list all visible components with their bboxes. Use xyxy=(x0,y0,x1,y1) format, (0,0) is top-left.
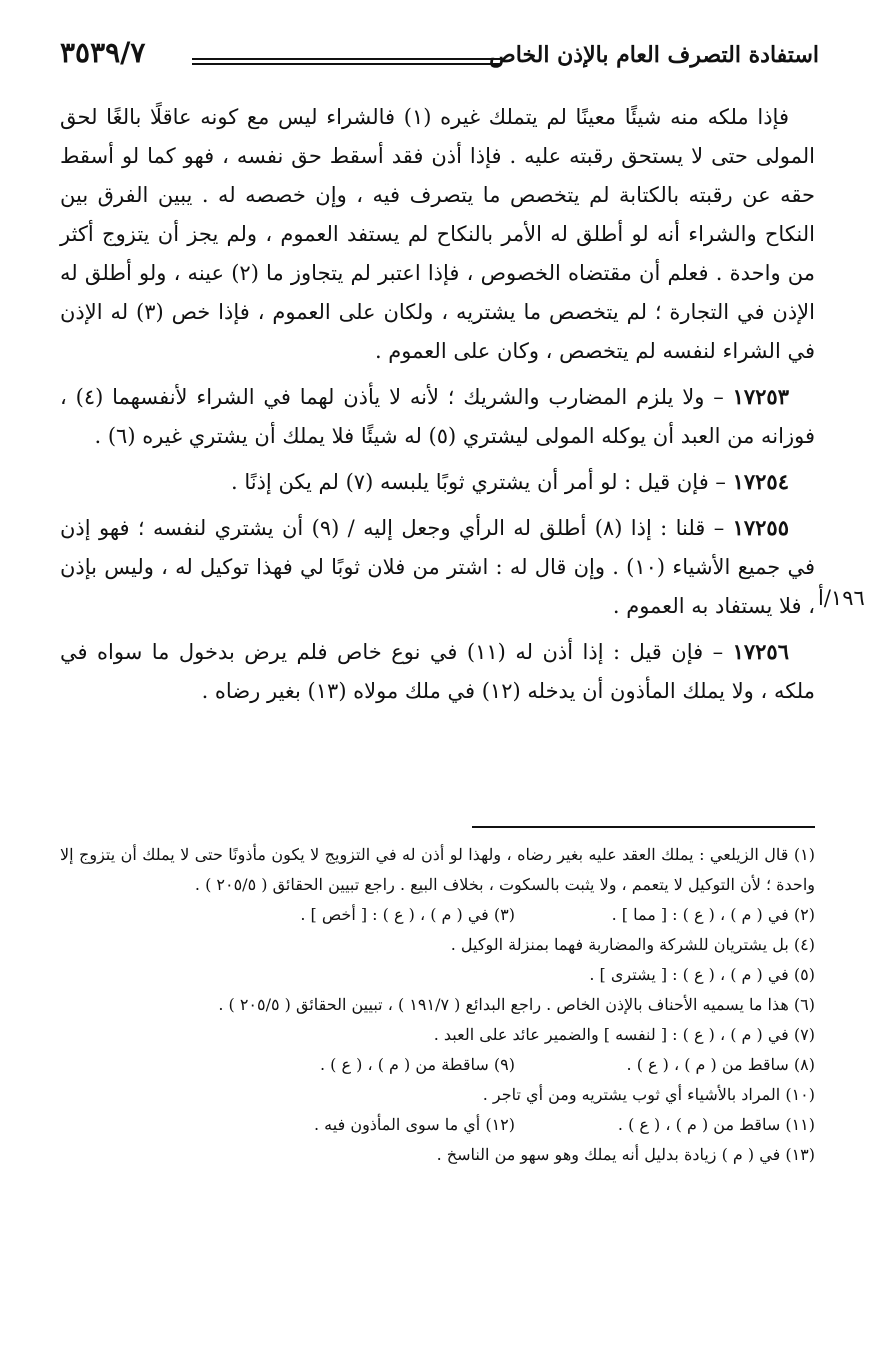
paragraph-text: – فإن قيل : لو أمر أن يشتري ثوبًا يلبسه (٧) لم يكن إذنًا . xyxy=(230,470,733,494)
paragraph-number: ١٧٢٥٣ xyxy=(732,384,789,409)
footnote: (٣) في ( م ) ، ( ع ) : [ أخص ] . xyxy=(300,905,515,924)
footnote-row xyxy=(60,1110,815,1140)
paragraph xyxy=(60,377,815,456)
footnote: (٩) ساقطة من ( م ) ، ( ع ) . xyxy=(320,1055,515,1074)
paragraph xyxy=(60,632,815,711)
footnote: (١٠) المراد بالأشياء أي ثوب يشتريه ومن أي تاجر . xyxy=(482,1085,815,1104)
running-title: استفادة التصرف العام بالإذن الخاص xyxy=(489,42,819,68)
paragraph-text: – ولا يلزم المضارب والشريك ؛ لأنه لا يأذن لهما في الشراء لأنفسهما (٤) ، فوزانه من العبد أن يوكله المولى ليشتري (٥) له شيئًا فلا يملك أن يشتري غيره (٦) . xyxy=(60,385,815,448)
footnote: (٧) في ( م ) ، ( ع ) : [ لنفسه ] والضمير عائد على العبد . xyxy=(433,1025,815,1044)
footnote-row xyxy=(60,900,815,930)
footnote: (٢) في ( م ) ، ( ع ) : [ مما ] . xyxy=(611,905,815,924)
footnote: (٤) بل يشتريان للشركة والمضاربة فهما بمنزلة الوكيل . xyxy=(450,935,815,954)
manuscript-folio-note: ١٩٦/أ xyxy=(818,586,865,610)
footnote-row xyxy=(60,1050,815,1080)
footnote: (١) قال الزيلعي : يملك العقد عليه بغير رضاه ، ولهذا لو أذن له في التزويج لا يكون مأذونًا حتى لا يملك أن يتزوج إلا واحدة ؛ لأن التوكيل لا يتعمم ، ولا يثبت بالسكوت ، بخلاف البيع . راجع تبيين الحقائق ( ٢٠٥/٥ ) . xyxy=(60,845,815,894)
paragraph-text: – فإن قيل : إذا أذن له (١١) في نوع خاص فلم يرض بدخول ما سواه في ملكه ، ولا يملك المأذون أن يدخله (١٢) في ملك مولاه (١٣) بغير رضاه . xyxy=(60,640,815,703)
footnote: (١٢) أي ما سوى المأذون فيه . xyxy=(314,1115,515,1134)
page-number: ٣٥٣٩/٧ xyxy=(60,36,146,69)
paragraph-number: ١٧٢٥٥ xyxy=(732,515,789,540)
paragraph-text: – قلنا : إذا (٨) أطلق له الرأي وجعل إليه / (٩) أن يشتري لنفسه ؛ فهو إذن في جميع الأشياء (١٠) . وإن قال له : اشتر من فلان ثوبًا لي فهذا توكيل له ، وليس بإذن ، فلا يستفاد به العموم . xyxy=(60,516,815,618)
paragraph-number: ١٧٢٥٦ xyxy=(732,639,789,664)
paragraph xyxy=(60,508,815,626)
footnote: (٥) في ( م ) ، ( ع ) : [ يشترى ] . xyxy=(589,965,815,984)
footnote: (٨) ساقط من ( م ) ، ( ع ) . xyxy=(626,1055,815,1074)
header-double-rule xyxy=(192,58,501,65)
footnote: (٦) هذا ما يسميه الأحناف بالإذن الخاص . راجع البدائع ( ١٩١/٧ ) ، تبيين الحقائق ( ٢٠٥/٥ ) . xyxy=(218,995,815,1014)
page-header xyxy=(60,38,819,78)
footnotes xyxy=(60,840,815,1170)
footnote: (١٣) في ( م ) زيادة بدليل أنه يملك وهو سهو من الناسخ . xyxy=(436,1145,815,1164)
paragraph-number: ١٧٢٥٤ xyxy=(732,469,789,494)
main-text xyxy=(60,98,815,711)
footnote-separator xyxy=(472,826,815,828)
paragraph xyxy=(60,462,815,502)
paragraph: فإذا ملكه منه شيئًا معينًا لم يتملك غيره (١) فالشراء ليس مع كونه عاقلًا بالغًا لحق المولى حتى لا يستحق رقبته عليه . فإذا أذن فقد أسقط حق نفسه ، فهو كما لو أسقط حقه عن رقبته بالكتابة لم يتخصص ما يتصرف فيه ، وإن خصصه له . يبين الفرق بين النكاح والشراء أنه لو أطلق له الأمر بالنكاح لم يستفد العموم ، ولم يجز أن يتزوج أكثر من واحدة . فعلم أن مقتضاه الخصوص ، فإذا اعتبر لم يتجاوز ما (٢) عينه ، ولو أطلق له الإذن في التجارة ؛ لم يتخصص ما يشتريه ، ولكان على العموم ، فإذا خص (٣) له الإذن في الشراء لنفسه لم يتخصص ، وكان على العموم . xyxy=(60,105,815,363)
footnote: (١١) ساقط من ( م ) ، ( ع ) . xyxy=(617,1115,815,1134)
